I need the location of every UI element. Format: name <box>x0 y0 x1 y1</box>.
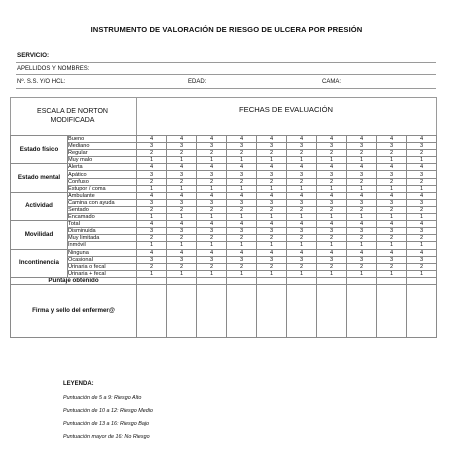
score-cell: 4 <box>287 249 317 256</box>
criterion-label: Muy limitada <box>68 235 137 242</box>
score-cell: 4 <box>197 192 227 199</box>
score-cell: 3 <box>287 171 317 178</box>
table-row <box>11 164 437 171</box>
score-cell: 3 <box>407 199 437 206</box>
score-cell: 2 <box>287 178 317 185</box>
score-cell: 3 <box>167 256 197 263</box>
score-cell: 1 <box>347 185 377 192</box>
score-cell: 3 <box>197 256 227 263</box>
table-row <box>11 214 437 221</box>
score-cell: 4 <box>257 249 287 256</box>
category-label: Movilidad <box>11 221 68 249</box>
legend-item-medio: Puntuación de 10 a 12: Riesgo Medio <box>63 408 153 414</box>
header-top-border <box>10 97 437 98</box>
score-cell: 1 <box>317 270 347 277</box>
score-cell: 2 <box>257 263 287 270</box>
score-cell: 1 <box>137 270 167 277</box>
score-cell: 4 <box>167 136 197 143</box>
score-cell: 4 <box>407 136 437 143</box>
puntaje-cell[interactable] <box>137 277 167 284</box>
score-cell: 3 <box>137 199 167 206</box>
score-cell: 4 <box>317 192 347 199</box>
score-cell: 3 <box>317 171 347 178</box>
score-cell: 3 <box>287 228 317 235</box>
score-cell: 1 <box>377 270 407 277</box>
hcl-label: Nº. S.S. Y/O HCL: <box>17 79 66 85</box>
score-cell: 1 <box>407 270 437 277</box>
score-cell: 2 <box>407 206 437 213</box>
score-cell: 3 <box>347 199 377 206</box>
puntaje-cell[interactable] <box>197 277 227 284</box>
criterion-label: Muy malo <box>68 157 137 164</box>
criterion-label: Urinaria + fecal <box>68 270 137 277</box>
score-cell: 4 <box>197 221 227 228</box>
score-cell: 2 <box>167 263 197 270</box>
score-cell: 3 <box>377 171 407 178</box>
puntaje-cell[interactable] <box>227 277 257 284</box>
category-label: Incontinencia <box>11 249 68 277</box>
score-cell: 4 <box>407 221 437 228</box>
criterion-label: Bueno <box>68 136 137 143</box>
score-cell: 4 <box>167 164 197 171</box>
score-cell: 2 <box>287 206 317 213</box>
score-cell: 2 <box>227 206 257 213</box>
table-row <box>11 249 437 256</box>
legend-title: LEYENDA: <box>63 381 94 387</box>
score-cell: 3 <box>257 171 287 178</box>
score-cell: 1 <box>197 185 227 192</box>
score-cell: 2 <box>137 206 167 213</box>
score-cell: 2 <box>257 150 287 157</box>
score-cell: 3 <box>377 228 407 235</box>
score-cell: 3 <box>227 143 257 150</box>
score-cell: 4 <box>407 249 437 256</box>
score-cell: 3 <box>317 143 347 150</box>
score-cell: 1 <box>377 214 407 221</box>
score-cell: 3 <box>137 171 167 178</box>
criterion-label: Alerta <box>68 164 137 171</box>
score-cell: 4 <box>287 164 317 171</box>
score-cell: 2 <box>377 178 407 185</box>
puntaje-row <box>11 277 437 284</box>
puntaje-cell[interactable] <box>287 277 317 284</box>
score-cell: 2 <box>257 235 287 242</box>
puntaje-label: Puntaje obtenido <box>11 277 137 284</box>
score-cell: 2 <box>167 178 197 185</box>
score-cell: 1 <box>167 270 197 277</box>
score-cell: 4 <box>137 249 167 256</box>
score-cell: 3 <box>317 256 347 263</box>
score-cell: 2 <box>137 178 167 185</box>
score-cell: 4 <box>287 192 317 199</box>
score-cell: 2 <box>287 235 317 242</box>
score-cell: 1 <box>257 185 287 192</box>
firma-cell[interactable] <box>167 284 197 337</box>
table-row <box>11 171 437 178</box>
table-row <box>11 136 437 143</box>
score-cell: 1 <box>347 242 377 249</box>
score-cell: 1 <box>257 214 287 221</box>
score-cell: 4 <box>167 192 197 199</box>
score-cell: 1 <box>227 270 257 277</box>
score-cell: 3 <box>137 143 167 150</box>
score-cell: 3 <box>317 228 347 235</box>
apellidos-line <box>16 74 436 75</box>
score-cell: 4 <box>377 221 407 228</box>
score-cell: 1 <box>317 157 347 164</box>
score-cell: 4 <box>257 164 287 171</box>
score-cell: 1 <box>167 242 197 249</box>
score-cell: 4 <box>227 249 257 256</box>
score-cell: 3 <box>137 256 167 263</box>
score-cell: 4 <box>197 164 227 171</box>
category-label: Estado mental <box>11 164 68 192</box>
criterion-label: Disminuida <box>68 228 137 235</box>
firma-cell[interactable] <box>197 284 227 337</box>
score-cell: 2 <box>377 263 407 270</box>
score-cell: 1 <box>257 270 287 277</box>
score-cell: 2 <box>257 206 287 213</box>
score-cell: 4 <box>377 249 407 256</box>
score-cell: 2 <box>407 235 437 242</box>
cama-label: CAMA: <box>322 79 342 85</box>
score-cell: 3 <box>377 143 407 150</box>
score-cell: 4 <box>317 221 347 228</box>
score-cell: 1 <box>287 157 317 164</box>
puntaje-cell[interactable] <box>377 277 407 284</box>
score-cell: 4 <box>347 249 377 256</box>
score-cell: 3 <box>287 256 317 263</box>
score-cell: 4 <box>227 136 257 143</box>
score-cell: 1 <box>407 185 437 192</box>
score-cell: 1 <box>227 185 257 192</box>
score-cell: 1 <box>257 157 287 164</box>
firma-cell[interactable] <box>227 284 257 337</box>
score-cell: 1 <box>137 157 167 164</box>
score-cell: 3 <box>347 143 377 150</box>
firma-cell[interactable] <box>137 284 167 337</box>
firma-cell[interactable] <box>407 284 437 337</box>
score-cell: 2 <box>227 178 257 185</box>
score-cell: 2 <box>317 150 347 157</box>
score-cell: 1 <box>167 185 197 192</box>
score-cell: 3 <box>407 256 437 263</box>
score-cell: 1 <box>287 242 317 249</box>
norton-scale-heading-line1: ESCALA DE NORTON <box>37 108 108 115</box>
score-cell: 2 <box>347 150 377 157</box>
score-cell: 2 <box>137 263 167 270</box>
criterion-label: Confuso <box>68 178 137 185</box>
score-cell: 2 <box>167 235 197 242</box>
score-cell: 1 <box>197 157 227 164</box>
score-cell: 2 <box>407 150 437 157</box>
score-cell: 4 <box>257 136 287 143</box>
table-row <box>11 157 437 164</box>
score-cell: 4 <box>227 221 257 228</box>
score-cell: 2 <box>317 263 347 270</box>
score-cell: 2 <box>407 263 437 270</box>
score-cell: 3 <box>167 143 197 150</box>
score-cell: 1 <box>347 214 377 221</box>
score-cell: 1 <box>377 242 407 249</box>
header-divider <box>136 97 137 135</box>
puntaje-cell[interactable] <box>407 277 437 284</box>
score-cell: 3 <box>167 171 197 178</box>
firma-cell[interactable] <box>317 284 347 337</box>
criterion-label: Encamado <box>68 214 137 221</box>
firma-cell[interactable] <box>287 284 317 337</box>
score-cell: 3 <box>167 228 197 235</box>
score-cell: 4 <box>347 164 377 171</box>
score-cell: 4 <box>257 221 287 228</box>
criterion-label: Total <box>68 221 137 228</box>
score-cell: 3 <box>377 256 407 263</box>
criterion-label: Regular <box>68 150 137 157</box>
score-cell: 2 <box>227 235 257 242</box>
score-cell: 1 <box>317 185 347 192</box>
score-cell: 3 <box>407 143 437 150</box>
score-cell: 1 <box>227 214 257 221</box>
firma-label: Firma y sello del enfermer@ <box>11 284 137 337</box>
puntaje-cell[interactable] <box>167 277 197 284</box>
score-cell: 1 <box>407 214 437 221</box>
score-cell: 4 <box>197 136 227 143</box>
score-cell: 2 <box>347 178 377 185</box>
score-cell: 1 <box>197 270 227 277</box>
score-cell: 1 <box>377 185 407 192</box>
edad-label: EDAD: <box>188 79 207 85</box>
score-cell: 4 <box>377 136 407 143</box>
score-cell: 1 <box>197 242 227 249</box>
score-cell: 4 <box>317 136 347 143</box>
legend-item-alto: Puntuación de 5 a 9: Riesgo Alto <box>63 395 142 401</box>
score-cell: 2 <box>197 178 227 185</box>
score-cell: 4 <box>137 164 167 171</box>
score-cell: 2 <box>227 150 257 157</box>
score-cell: 4 <box>137 221 167 228</box>
score-cell: 3 <box>377 199 407 206</box>
puntaje-cell[interactable] <box>347 277 377 284</box>
score-cell: 2 <box>137 235 167 242</box>
criterion-label: Inmóvil <box>68 242 137 249</box>
score-cell: 2 <box>287 150 317 157</box>
criterion-label: Mediano <box>68 143 137 150</box>
score-cell: 4 <box>257 192 287 199</box>
category-label: Estado físico <box>11 136 68 164</box>
score-cell: 1 <box>227 242 257 249</box>
score-cell: 1 <box>197 214 227 221</box>
criterion-label: Sentado <box>68 206 137 213</box>
score-cell: 2 <box>197 206 227 213</box>
score-cell: 4 <box>227 164 257 171</box>
score-cell: 4 <box>377 164 407 171</box>
table-row <box>11 185 437 192</box>
score-cell: 1 <box>137 185 167 192</box>
score-cell: 2 <box>377 206 407 213</box>
score-cell: 2 <box>197 235 227 242</box>
score-cell: 2 <box>317 235 347 242</box>
criterion-label: Ninguna <box>68 249 137 256</box>
score-cell: 2 <box>287 263 317 270</box>
score-cell: 1 <box>407 242 437 249</box>
table-row <box>11 143 437 150</box>
norton-scale-heading <box>10 107 135 125</box>
hcl-line <box>16 88 436 89</box>
puntaje-cell[interactable] <box>257 277 287 284</box>
legend-item-no-riesgo: Puntuación mayor de 16: No Riesgo <box>63 434 150 440</box>
score-cell: 3 <box>347 171 377 178</box>
score-cell: 2 <box>197 150 227 157</box>
legend-item-bajo: Puntuación de 13 a 16: Riesgo Bajo <box>63 421 150 427</box>
score-cell: 4 <box>407 164 437 171</box>
table-row <box>11 206 437 213</box>
score-cell: 3 <box>407 171 437 178</box>
score-cell: 3 <box>347 256 377 263</box>
table-row <box>11 270 437 277</box>
table-row <box>11 178 437 185</box>
score-cell: 4 <box>347 136 377 143</box>
score-cell: 3 <box>227 199 257 206</box>
evaluation-dates-heading: FECHAS DE EVALUACIÓN <box>239 105 333 114</box>
table-row <box>11 199 437 206</box>
score-cell: 1 <box>317 242 347 249</box>
score-cell: 2 <box>347 206 377 213</box>
score-cell: 2 <box>347 263 377 270</box>
score-cell: 4 <box>167 221 197 228</box>
score-cell: 3 <box>167 199 197 206</box>
score-cell: 3 <box>257 228 287 235</box>
apellidos-label: APELLIDOS Y NOMBRES: <box>17 66 90 72</box>
score-cell: 3 <box>257 143 287 150</box>
score-cell: 2 <box>317 206 347 213</box>
score-cell: 2 <box>377 150 407 157</box>
score-cell: 3 <box>197 228 227 235</box>
criterion-label: Ambulante <box>68 192 137 199</box>
score-cell: 3 <box>287 199 317 206</box>
criterion-label: Apático <box>68 171 137 178</box>
criterion-label: Estupor / coma <box>68 185 137 192</box>
firma-cell[interactable] <box>257 284 287 337</box>
criterion-label: Camina con ayuda <box>68 199 137 206</box>
score-cell: 1 <box>347 270 377 277</box>
score-cell: 2 <box>407 178 437 185</box>
firma-row <box>11 284 437 337</box>
table-row <box>11 242 437 249</box>
score-cell: 2 <box>167 206 197 213</box>
score-cell: 1 <box>287 270 317 277</box>
score-cell: 1 <box>137 242 167 249</box>
score-cell: 2 <box>167 150 197 157</box>
firma-cell[interactable] <box>377 284 407 337</box>
form-title: INSTRUMENTO DE VALORACIÓN DE RIESGO DE ULCERA POR PRESIÓN <box>90 25 363 34</box>
norton-scale-table <box>10 135 437 338</box>
table-row <box>11 263 437 270</box>
score-cell: 3 <box>257 256 287 263</box>
score-cell: 3 <box>257 199 287 206</box>
norton-scale-heading-line2: MODIFICADA <box>50 117 95 124</box>
score-cell: 4 <box>197 249 227 256</box>
score-cell: 3 <box>197 143 227 150</box>
score-cell: 4 <box>347 221 377 228</box>
table-row <box>11 221 437 228</box>
score-cell: 3 <box>287 143 317 150</box>
table-row <box>11 228 437 235</box>
category-label: Actividad <box>11 192 68 220</box>
puntaje-cell[interactable] <box>317 277 347 284</box>
score-cell: 4 <box>287 221 317 228</box>
score-cell: 3 <box>227 256 257 263</box>
score-cell: 2 <box>227 263 257 270</box>
score-cell: 4 <box>347 192 377 199</box>
score-cell: 4 <box>317 164 347 171</box>
score-cell: 3 <box>227 171 257 178</box>
score-cell: 4 <box>287 136 317 143</box>
score-cell: 3 <box>227 228 257 235</box>
score-cell: 4 <box>137 136 167 143</box>
score-cell: 1 <box>227 157 257 164</box>
criterion-label: Urinaria o fecal <box>68 263 137 270</box>
score-cell: 3 <box>197 171 227 178</box>
table-row <box>11 235 437 242</box>
header-right-border <box>436 97 437 135</box>
score-cell: 1 <box>377 157 407 164</box>
score-cell: 2 <box>347 235 377 242</box>
servicio-line <box>16 62 436 63</box>
table-row <box>11 192 437 199</box>
table-row <box>11 150 437 157</box>
score-cell: 4 <box>317 249 347 256</box>
score-cell: 3 <box>197 199 227 206</box>
score-cell: 1 <box>257 242 287 249</box>
score-cell: 2 <box>377 235 407 242</box>
score-cell: 1 <box>167 157 197 164</box>
score-cell: 4 <box>137 192 167 199</box>
score-cell: 1 <box>287 185 317 192</box>
score-cell: 3 <box>407 228 437 235</box>
score-cell: 4 <box>377 192 407 199</box>
score-cell: 1 <box>137 214 167 221</box>
firma-cell[interactable] <box>347 284 377 337</box>
score-cell: 1 <box>347 157 377 164</box>
score-cell: 4 <box>407 192 437 199</box>
score-cell: 3 <box>137 228 167 235</box>
score-cell: 2 <box>257 178 287 185</box>
score-cell: 3 <box>317 199 347 206</box>
score-cell: 1 <box>167 214 197 221</box>
score-cell: 1 <box>317 214 347 221</box>
score-cell: 2 <box>197 263 227 270</box>
score-cell: 1 <box>287 214 317 221</box>
score-cell: 4 <box>227 192 257 199</box>
score-cell: 4 <box>167 249 197 256</box>
score-cell: 2 <box>137 150 167 157</box>
score-cell: 3 <box>347 228 377 235</box>
score-cell: 1 <box>407 157 437 164</box>
table-row <box>11 256 437 263</box>
criterion-label: Ocasional <box>68 256 137 263</box>
servicio-label: SERVICIO: <box>17 52 50 59</box>
score-cell: 2 <box>317 178 347 185</box>
